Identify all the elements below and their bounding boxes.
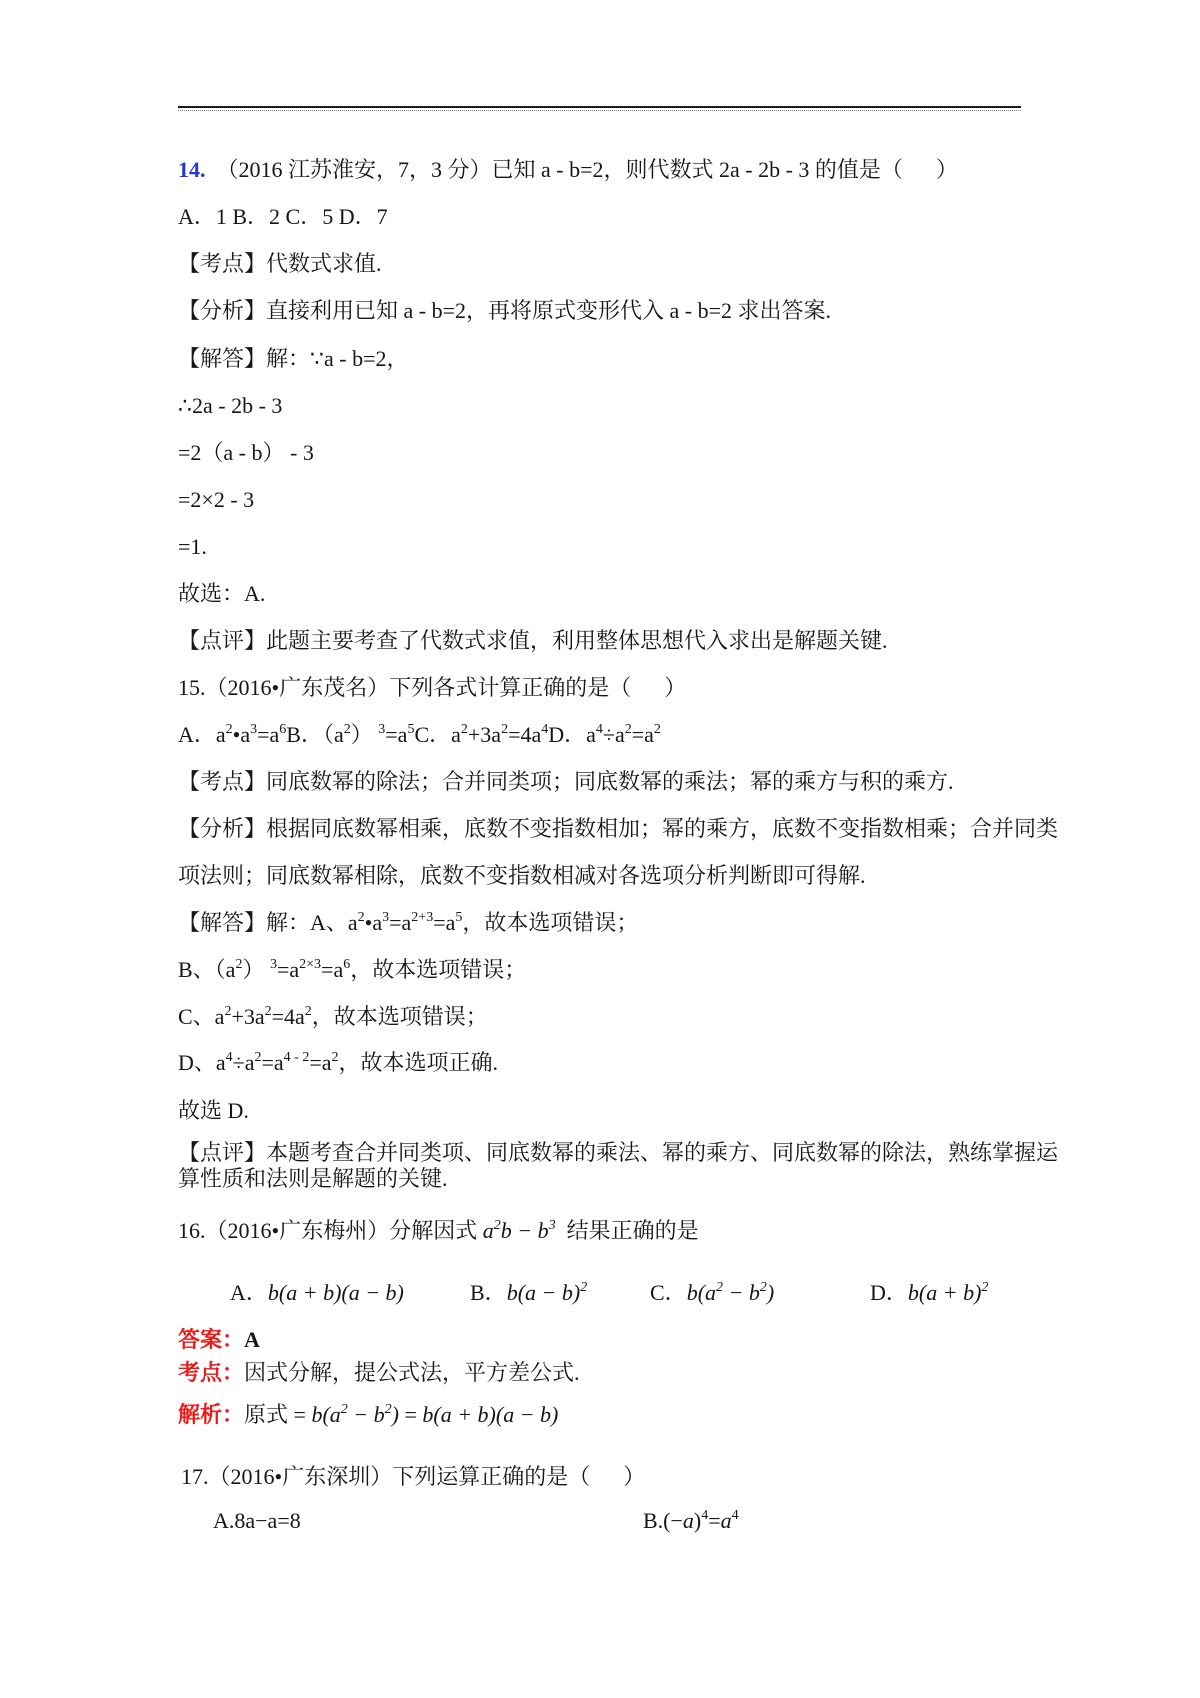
q14-step-1: ∴2a - 2b - 3 [178, 393, 283, 418]
q15-fenxi-line2: 项法则；同底数幂相除，底数不变指数相减对各选项分析判断即可得解. [178, 863, 866, 888]
q16-option-d: D．$b(a + b)^2$ [870, 1280, 989, 1305]
q16-option-b: B．$b(a - b)^2$ [470, 1280, 588, 1305]
q14-dianping: 【点评】此题主要考查了代数式求值，利用整体思想代入求出是解题关键. [178, 628, 888, 653]
q16-kaodian: 考点：因式分解，提公式法，平方差公式. [178, 1360, 580, 1385]
q17-option-a: A.8a−a=8 [213, 1508, 301, 1533]
q14-step-3: =2×2 - 3 [178, 487, 255, 512]
q15-jieda-a: 【解答】解：A、$a^2•a^3=a^{2+3}=a^5$，故本选项错误； [178, 910, 639, 935]
q16-answer: 答案：A [178, 1327, 260, 1352]
q15-dianping-line2: 算性质和法则是解题的关键. [178, 1166, 448, 1191]
q15-answer: 故选 D. [178, 1098, 249, 1123]
q14-jieda: 【解答】解：∵a - b=2， [178, 346, 409, 371]
q16-title: 16.（2016•广东梅州）分解因式 $a^2b - b^3$ 结果正确的是 [178, 1218, 699, 1243]
q15-title: 15.（2016•广东茂名）下列各式计算正确的是（ ） [178, 675, 687, 700]
q14-title: 14. （2016 江苏淮安，7，3 分）已知 a - b=2，则代数式 2a - 2b - 3 的值是（ ） [178, 157, 958, 182]
q15-dianping-line1: 【点评】本题考查合并同类项、同底数幂的乘法、幂的乘方、同底数幂的除法，熟练掌握运 [178, 1140, 1059, 1165]
q14-fenxi: 【分析】直接利用已知 a - b=2，再将原式变形代入 a - b=2 求出答案. [178, 298, 831, 323]
q15-jieda-c: C、$a^2+3a^2=4a^2$，故本选项错误； [178, 1004, 488, 1029]
q15-jieda-b: B、$(a^2)$ $^3=a^{2\times 3}=a^6$，故本选项错误； [178, 957, 527, 982]
q17-title: 17.（2016•广东深圳）下列运算正确的是（ ） [181, 1464, 646, 1489]
header-rule [178, 106, 1021, 111]
q15-fenxi-line1: 【分析】根据同底数幂相乘，底数不变指数相加；幂的乘方，底数不变指数相乘；合并同类 [178, 816, 1059, 841]
q15-kaodian: 【考点】同底数幂的除法；合并同类项；同底数幂的乘法；幂的乘方与积的乘方. [178, 769, 954, 794]
q16-jiexi: 解析：原式 = $b(a^2 - b^2) = b(a + b)(a - b)$ [178, 1402, 559, 1427]
q14-answer: 故选：A. [178, 581, 266, 606]
q14-options: A．1 B．2 C．5 D．7 [178, 204, 388, 229]
q14-step-4: =1. [178, 534, 207, 559]
q16-option-a: A．b(a + b)(a − b) [230, 1280, 404, 1305]
q14-step-2: =2（a - b） - 3 [178, 440, 314, 465]
q15-jieda-d: D、$a^4\div a^2=a^{4 - 2}=a^2$，故本选项正确. [178, 1050, 499, 1075]
q14-kaodian: 【考点】代数式求值. [178, 251, 382, 276]
q17-option-b: $B.(-a)^4=a^4$ [643, 1508, 739, 1533]
q15-options: A．$a^2•a^3=a^6B$．$(a^2)$ $^3=a^5C$．$a^2+3a^2=4a^4D$．$a^4\div a^2=a^2$ [178, 722, 661, 747]
q16-option-c: C．$b(a^2 - b^2)$ [650, 1280, 775, 1305]
